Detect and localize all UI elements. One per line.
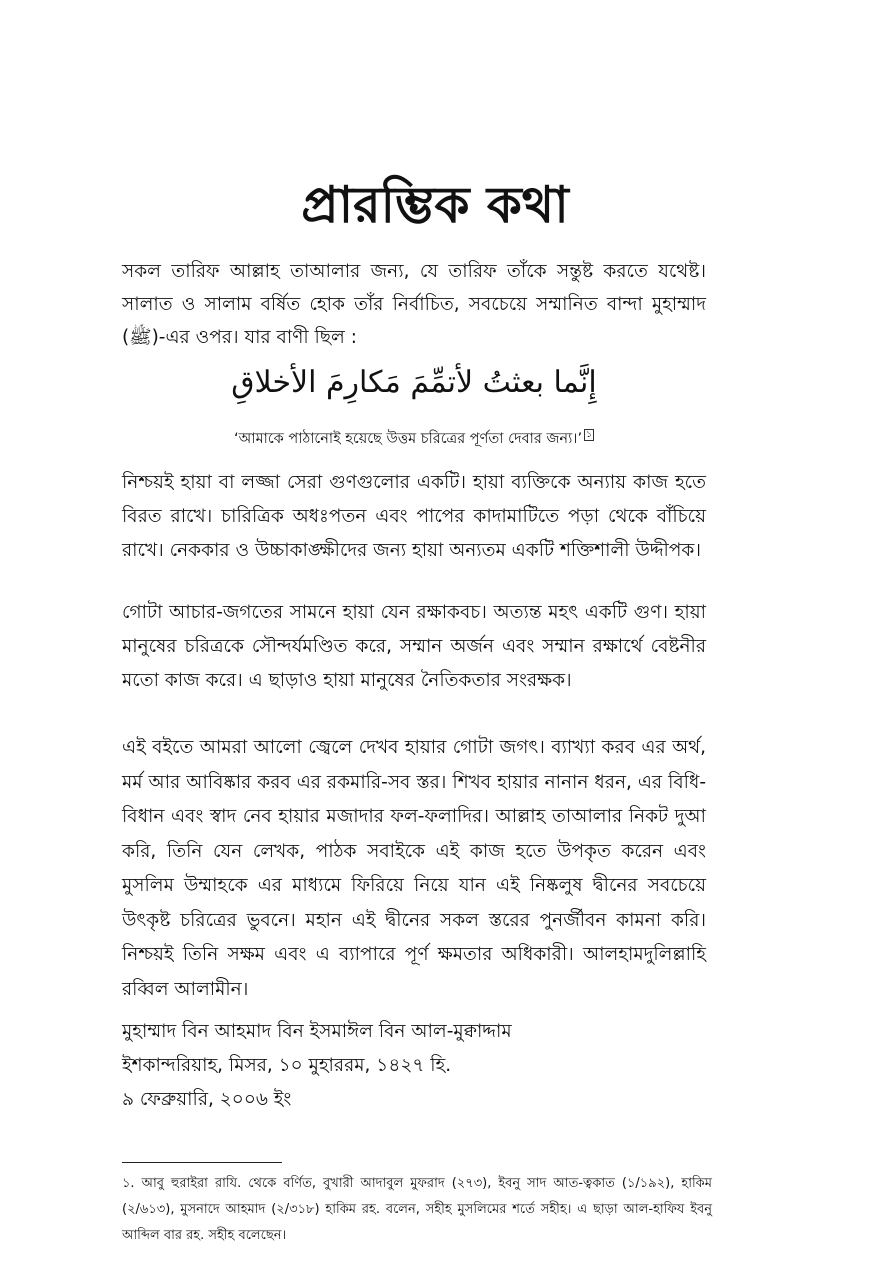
author-name: মুহাম্মাদ বিন আহমাদ বিন ইসমাঈল বিন আল-মুক্বাদ্দাম bbox=[122, 1021, 512, 1042]
footnote-divider bbox=[122, 1162, 282, 1163]
body-paragraph: গোটা আচার-জগতের সামনে হায়া যেন রক্ষাকবচ। অত্যন্ত মহৎ একটি গুণ। হায়া মানুষের চরিত্রকে সৌন্দর্যমণ্ডিত করে, সম্মান অর্জন এবং সম্মান রক্ষার্থে বেষ্টনীর মতো কাজ করে। এ ছাড়াও হায়া মানুষের নৈতিকতার সংরক্ষক। bbox=[122, 602, 706, 691]
body-paragraph: নিশ্চয়ই হায়া বা লজ্জা সেরা গুণগুলোর একটি। হায়া ব্যক্তিকে অন্যায় কাজ হতে বিরত রাখে। চারিত্রিক অধঃপতন এবং পাপের কাদামাটিতে পড়া থেকে বাঁচিয়ে রাখে। নেককার ও উচ্চাকাঙ্ক্ষীদের জন্য হায়া অন্যতম একটি শক্তিশালী উদ্দীপক। bbox=[122, 472, 706, 561]
hadith-arabic-text: إِنَّما بعثتُ لأتمِّمَ مَكارِمَ الأخلاقِ bbox=[231, 365, 597, 400]
hadith-translation-text: ‘আমাকে পাঠানোই হয়েছে উত্তম চরিত্রের পূর্ণতা দেবার জন্য।’ bbox=[234, 431, 583, 447]
body-paragraph: এই বইতে আমরা আলো জ্বেলে দেখব হায়ার গোটা জগৎ। ব্যাখ্যা করব এর অর্থ, মর্ম আর আবিষ্কার করব এর রকমারি-সব স্তর। শিখব হায়ার নানান ধরন, এর বিধি-বিধান এবং স্বাদ নেব হায়ার মজাদার ফল-ফলাদির। আল্লাহ তাআলার নিকট দুআ করি, তিনি যেন লেখক, পাঠক সবাইকে এই কাজ হতে উপকৃত করেন এবং মুসলিম উম্মাহকে এর মাধ্যমে ফিরিয়ে নিয়ে যান এই নিষ্কলুষ দ্বীনের সবচেয়ে উৎকৃষ্ট চরিত্রের ভুবনে। মহান এই দ্বীনের সকল স্তরের পুনর্জীবন কামনা করি। নিশ্চয়ই তিনি সক্ষম এবং এ ব্যাপারে পূর্ণ ক্ষমতার অধিকারী। আলহামদুলিল্লাহি রব্বিল আলামীন। bbox=[122, 737, 706, 1000]
footnote-reference[interactable]: ১ bbox=[586, 430, 592, 441]
gregorian-date: ৯ ফেব্রুয়ারি, ২০০৬ ইং bbox=[122, 1089, 292, 1110]
footnote-text: ১. আবু হুরাইরা রাযি. থেকে বর্ণিত, বুখারী আদাবুল মুফরাদ (২৭৩), ইবনু সাদ আত-ত্বকাত (১/১৯২), হাকিম (২/৬১৩), মুসনাদে আহমাদ (২/৩১৮) হাকিম রহ. বলেন, সহীহ মুসলিমের শর্তে সহীহ। এ ছাড়া আল-হাফিয ইবনু আব্দিল বার রহ. সহীহ বলেছেন। bbox=[122, 1176, 712, 1243]
hadith-translation bbox=[122, 428, 706, 450]
place-hijri-date: ইশকান্দরিয়াহ, মিসর, ১০ মুহাররম, ১৪২৭ হি. bbox=[122, 1055, 452, 1076]
chapter-title: প্রারম্ভিক কথা bbox=[301, 176, 569, 234]
intro-paragraph: সকল তারিফ আল্লাহ তাআলার জন্য, যে তারিফ তাঁকে সন্তুষ্ট করতে যথেষ্ট। সালাত ও সালাম বর্ষিত হোক তাঁর নির্বাচিত, সবচেয়ে সম্মানিত বান্দা মুহাম্মাদ (ﷺ)-এর ওপর। যার বাণী ছিল : bbox=[122, 261, 706, 348]
